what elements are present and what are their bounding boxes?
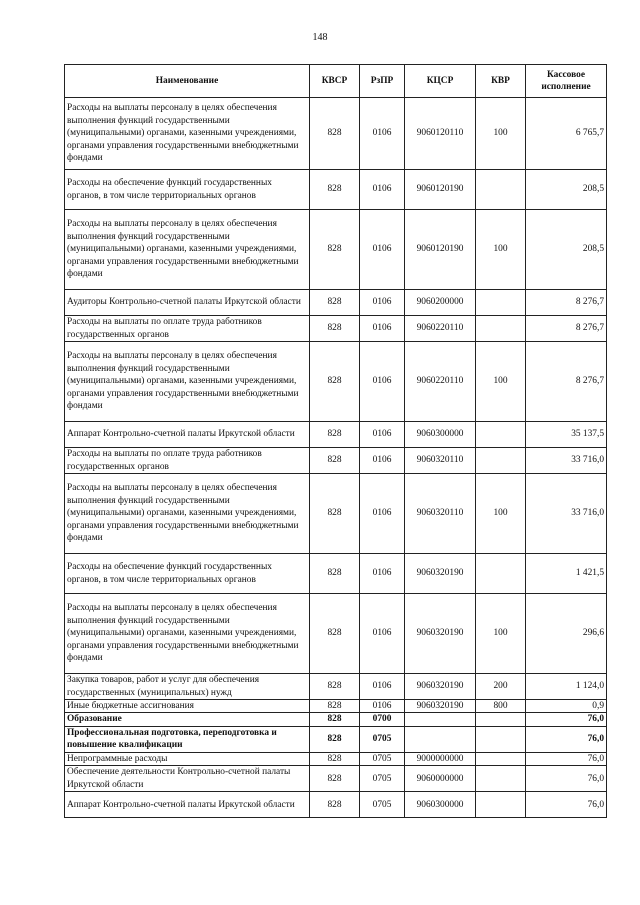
cell-rzpr: 0106: [360, 700, 405, 713]
cell-rzpr: 0106: [360, 210, 405, 290]
cell-kcsr: 9060120190: [405, 210, 476, 290]
cell-amount: 33 716,0: [526, 448, 607, 474]
cell-kvsr: 828: [310, 554, 360, 594]
cell-kvsr: 828: [310, 474, 360, 554]
cell-kvr: [476, 752, 526, 765]
cell-name: Образование: [65, 713, 310, 726]
cell-kvsr: 828: [310, 766, 360, 792]
table-row: [65, 713, 607, 726]
cell-kvr: [476, 713, 526, 726]
cell-amount: 208,5: [526, 210, 607, 290]
cell-kvsr: 828: [310, 448, 360, 474]
cell-kcsr: 9060200000: [405, 290, 476, 316]
cell-kcsr: 9060300000: [405, 792, 476, 818]
table-header-row: [65, 65, 607, 98]
cell-name: Аппарат Контрольно-счетной палаты Иркутской области: [65, 792, 310, 818]
cell-amount: 8 276,7: [526, 316, 607, 342]
cell-kvr: [476, 422, 526, 448]
cell-kvr: [476, 792, 526, 818]
cell-name: Аудиторы Контрольно-счетной палаты Иркутской области: [65, 290, 310, 316]
cell-kcsr: 9060220110: [405, 342, 476, 422]
table-row: [65, 98, 607, 170]
cell-kcsr: [405, 726, 476, 752]
cell-kcsr: 9060320110: [405, 448, 476, 474]
cell-kvr: 200: [476, 674, 526, 700]
header-amount: Кассовое исполнение: [526, 65, 607, 98]
header-rzpr: РзПР: [360, 65, 405, 98]
cell-name: Обеспечение деятельности Контрольно-счетной палаты Иркутской области: [65, 766, 310, 792]
cell-amount: 76,0: [526, 713, 607, 726]
cell-rzpr: 0700: [360, 713, 405, 726]
table-row: [65, 674, 607, 700]
cell-kcsr: 9060120110: [405, 98, 476, 170]
cell-amount: 1 124,0: [526, 674, 607, 700]
cell-kvr: [476, 766, 526, 792]
cell-name: Расходы на обеспечение функций государственных органов, в том числе территориальных органов: [65, 554, 310, 594]
cell-name: Расходы на выплаты персоналу в целях обеспечения выполнения функций государственными (муниципальными) органами, казенными учреждениями, органами управления государственными внебюджетными фондами: [65, 210, 310, 290]
table-row: [65, 316, 607, 342]
cell-kvsr: 828: [310, 674, 360, 700]
cell-kvsr: 828: [310, 700, 360, 713]
cell-kvsr: 828: [310, 792, 360, 818]
cell-name: Расходы на выплаты персоналу в целях обеспечения выполнения функций государственными (муниципальными) органами, казенными учреждениями, органами управления государственными внебюджетными фондами: [65, 342, 310, 422]
cell-kvsr: 828: [310, 210, 360, 290]
cell-name: Расходы на выплаты персоналу в целях обеспечения выполнения функций государственными (муниципальными) органами, казенными учреждениями, органами управления государственными внебюджетными фондами: [65, 594, 310, 674]
cell-kvr: [476, 726, 526, 752]
cell-rzpr: 0705: [360, 726, 405, 752]
cell-kcsr: 9060320110: [405, 474, 476, 554]
cell-name: Профессиональная подготовка, переподготовка и повышение квалификации: [65, 726, 310, 752]
cell-rzpr: 0705: [360, 766, 405, 792]
cell-kvr: 100: [476, 594, 526, 674]
cell-kcsr: 9060300000: [405, 422, 476, 448]
cell-kcsr: 9060320190: [405, 674, 476, 700]
header-kcsr: КЦСР: [405, 65, 476, 98]
header-name: Наименование: [65, 65, 310, 98]
cell-kvsr: 828: [310, 98, 360, 170]
cell-rzpr: 0106: [360, 316, 405, 342]
table-row: [65, 766, 607, 792]
cell-kcsr: 9060320190: [405, 554, 476, 594]
cell-rzpr: 0106: [360, 170, 405, 210]
cell-name: Расходы на обеспечение функций государственных органов, в том числе территориальных органов: [65, 170, 310, 210]
cell-amount: 76,0: [526, 726, 607, 752]
cell-name: Аппарат Контрольно-счетной палаты Иркутской области: [65, 422, 310, 448]
cell-amount: 35 137,5: [526, 422, 607, 448]
cell-rzpr: 0106: [360, 674, 405, 700]
cell-amount: 6 765,7: [526, 98, 607, 170]
cell-kvsr: 828: [310, 726, 360, 752]
cell-kvr: 800: [476, 700, 526, 713]
header-kvr: КВР: [476, 65, 526, 98]
table-row: [65, 342, 607, 422]
cell-kcsr: 9060000000: [405, 766, 476, 792]
cell-kvr: 100: [476, 342, 526, 422]
table-row: [65, 594, 607, 674]
cell-kcsr: 9060120190: [405, 170, 476, 210]
table-row: [65, 290, 607, 316]
cell-name: Расходы на выплаты персоналу в целях обеспечения выполнения функций государственными (муниципальными) органами, казенными учреждениями, органами управления государственными внебюджетными фондами: [65, 474, 310, 554]
table-row: [65, 700, 607, 713]
table-row: [65, 170, 607, 210]
cell-name: Непрограммные расходы: [65, 752, 310, 765]
cell-kcsr: 9060320190: [405, 700, 476, 713]
cell-kvsr: 828: [310, 342, 360, 422]
cell-amount: 76,0: [526, 752, 607, 765]
header-kvsr: КВСР: [310, 65, 360, 98]
cell-name: Расходы на выплаты по оплате труда работников государственных органов: [65, 316, 310, 342]
cell-kvr: [476, 170, 526, 210]
cell-kcsr: 9000000000: [405, 752, 476, 765]
cell-rzpr: 0705: [360, 752, 405, 765]
cell-rzpr: 0106: [360, 342, 405, 422]
table-row: [65, 448, 607, 474]
cell-rzpr: 0705: [360, 792, 405, 818]
table-body: [65, 98, 607, 818]
table-row: [65, 752, 607, 765]
cell-kvsr: 828: [310, 290, 360, 316]
budget-execution-table: [64, 64, 607, 818]
cell-rzpr: 0106: [360, 594, 405, 674]
cell-amount: 1 421,5: [526, 554, 607, 594]
cell-kcsr: 9060320190: [405, 594, 476, 674]
cell-kvr: [476, 290, 526, 316]
table-row: [65, 210, 607, 290]
table-row: [65, 554, 607, 594]
cell-amount: 8 276,7: [526, 342, 607, 422]
cell-name: Расходы на выплаты по оплате труда работников государственных органов: [65, 448, 310, 474]
cell-kcsr: 9060220110: [405, 316, 476, 342]
cell-kvr: 100: [476, 474, 526, 554]
page-number: 148: [312, 32, 328, 43]
table-row: [65, 422, 607, 448]
cell-kvsr: 828: [310, 713, 360, 726]
table-row: [65, 726, 607, 752]
cell-rzpr: 0106: [360, 448, 405, 474]
table-row: [65, 792, 607, 818]
table-row: [65, 474, 607, 554]
cell-amount: 208,5: [526, 170, 607, 210]
cell-name: Расходы на выплаты персоналу в целях обеспечения выполнения функций государственными (муниципальными) органами, казенными учреждениями, органами управления государственными внебюджетными фондами: [65, 98, 310, 170]
cell-rzpr: 0106: [360, 422, 405, 448]
cell-amount: 33 716,0: [526, 474, 607, 554]
cell-rzpr: 0106: [360, 554, 405, 594]
cell-amount: 0,9: [526, 700, 607, 713]
cell-name: Иные бюджетные ассигнования: [65, 700, 310, 713]
cell-amount: 76,0: [526, 792, 607, 818]
cell-kvsr: 828: [310, 752, 360, 765]
cell-amount: 296,6: [526, 594, 607, 674]
cell-kvsr: 828: [310, 594, 360, 674]
cell-kcsr: [405, 713, 476, 726]
cell-rzpr: 0106: [360, 474, 405, 554]
cell-kvr: 100: [476, 210, 526, 290]
cell-kvsr: 828: [310, 316, 360, 342]
cell-rzpr: 0106: [360, 98, 405, 170]
cell-kvr: [476, 554, 526, 594]
cell-rzpr: 0106: [360, 290, 405, 316]
cell-amount: 8 276,7: [526, 290, 607, 316]
cell-kvr: 100: [476, 98, 526, 170]
cell-amount: 76,0: [526, 766, 607, 792]
cell-kvsr: 828: [310, 170, 360, 210]
cell-kvr: [476, 448, 526, 474]
cell-name: Закупка товаров, работ и услуг для обеспечения государственных (муниципальных) нужд: [65, 674, 310, 700]
cell-kvr: [476, 316, 526, 342]
cell-kvsr: 828: [310, 422, 360, 448]
